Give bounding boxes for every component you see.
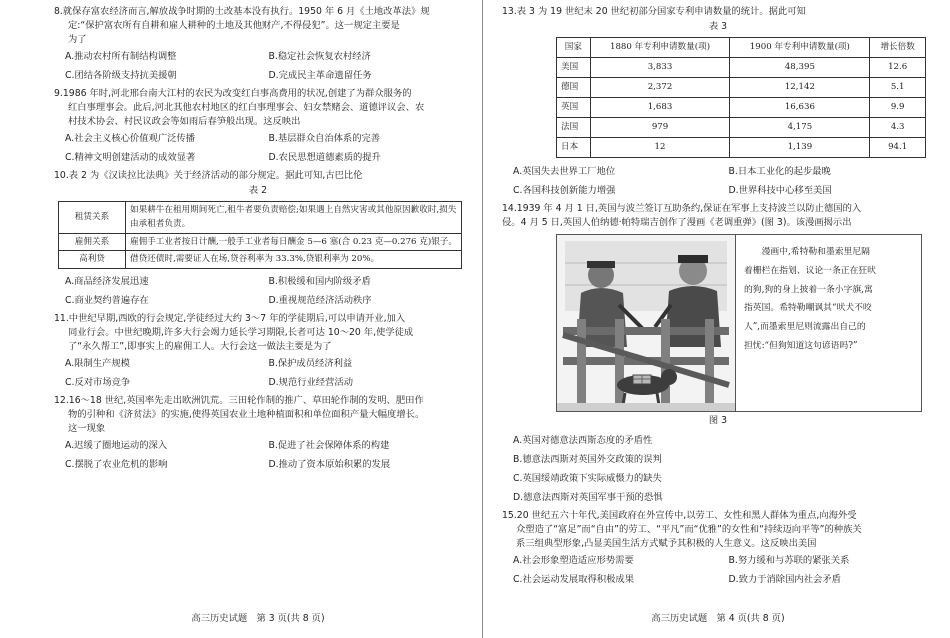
question-stem-line: 这一现象 xyxy=(68,422,106,434)
cartoon-description-line: 指英国。希特勒嘲讽其“吠犬不咬 xyxy=(744,303,872,314)
option-c[interactable]: C.社会运动发展取得积极成果 xyxy=(513,573,635,585)
question-15 xyxy=(502,509,934,589)
figure-caption: 图 3 xyxy=(708,414,728,426)
babylon-law-table xyxy=(58,201,462,269)
question-stem-line: 15.20 世纪五六十年代,美国政府在外宣传中,以劳工、女性和黑人群体为重点,向海外受 xyxy=(502,509,857,521)
patent-table xyxy=(556,37,926,158)
option-d[interactable]: D.世界科技中心移至美国 xyxy=(728,184,832,196)
question-stem-line: 物的引种和《济贫法》的实施,使得英国农业土地种植面积和单位面积产量大幅度增长。 xyxy=(68,408,425,420)
option-b[interactable]: B.促进了社会保障体系的构建 xyxy=(268,439,390,451)
table-cell: 12 xyxy=(590,137,730,157)
question-stem-line: 13.表 3 为 19 世纪末 20 世纪初部分国家专利申请数量的统计。据此可知 xyxy=(502,6,806,17)
table-cell: 3,833 xyxy=(590,57,730,77)
table-header-cell: 1900 年专利申请数量(项) xyxy=(730,37,870,57)
option-c[interactable]: C.各国科技创新能力增强 xyxy=(513,184,616,196)
option-a[interactable]: A.限制生产规模 xyxy=(65,357,130,369)
answer-options xyxy=(54,272,462,310)
option-d[interactable]: D.重视规范经济活动秩序 xyxy=(268,294,372,306)
table-row xyxy=(557,117,926,137)
table-row xyxy=(59,251,462,269)
answer-options xyxy=(54,47,462,85)
cartoon-description-line: 的狗,狗的身上披着一条小字旗,寓 xyxy=(744,284,873,295)
table-cell: 9.9 xyxy=(870,97,926,117)
question-stem-line: 8.就保存富农经济而言,解放战争时期的土改基本没有执行。1950 年 6 月《土地改革法》规 xyxy=(54,6,430,17)
option-b[interactable]: B.基层群众自治体系的完善 xyxy=(268,132,381,144)
table-row-head: 高利贷 xyxy=(59,251,126,269)
question-stem-line: 14.1939 年 4 月 1 日,英国与波兰签订互助条约,保证在军事上支持波兰以防止德国的入 xyxy=(502,202,862,214)
cartoon-description-line: 漫画中,希特勒和墨索里尼隔 xyxy=(761,246,870,257)
right-page xyxy=(502,5,934,591)
question-stem-line: 12.16～18 世纪,英国率先走出欧洲饥荒。三田轮作制的推广、草田轮作制的发明、肥田作 xyxy=(54,394,424,406)
option-a[interactable]: A.商品经济发展迅速 xyxy=(65,275,149,287)
table-row xyxy=(557,97,926,117)
table-cell: 2,372 xyxy=(590,77,730,97)
answer-options xyxy=(502,431,934,507)
option-b[interactable]: B.保护成员经济利益 xyxy=(268,357,353,369)
question-stem-line: 为了 xyxy=(68,33,87,45)
table-cell: 英国 xyxy=(557,97,591,117)
answer-options xyxy=(54,436,462,474)
cartoon-figure xyxy=(556,234,922,412)
cartoon-description-line: 着栅栏在指划、议论一条正在狂吠 xyxy=(744,265,876,276)
question-stem-line: 10.表 2 为《汉读拉比法典》关于经济活动的部分规定。据此可知,古巴比伦 xyxy=(54,169,363,181)
table-caption: 表 3 xyxy=(708,20,728,32)
answer-options xyxy=(54,354,462,392)
option-d[interactable]: D.致力于消除国内社会矛盾 xyxy=(728,573,841,585)
table-cell: 如果耕牛在租用期间死亡,租牛者要负责赔偿;如果遇上自然灾害或其他原因歉收时,损失由承租者负责。 xyxy=(126,201,462,233)
table-cell: 94.1 xyxy=(870,137,926,157)
option-d[interactable]: D.农民思想道德素质的提升 xyxy=(268,151,381,163)
table-cell: 12.6 xyxy=(870,57,926,77)
table-row xyxy=(557,77,926,97)
table-row-head: 租赁关系 xyxy=(59,201,126,233)
table-cell: 法国 xyxy=(557,117,591,137)
cartoon-description-line: 人”,而墨索里尼则流露出自己的 xyxy=(744,322,866,333)
table-cell: 雇佣手工业者按日计酬,一般手工业者每日酬金 5—6 塞(合 0.23 克—0.276 克)银子。 xyxy=(126,233,462,251)
question-stem-line: 村技术协会、村民议政会等如雨后春笋般出现。这反映出 xyxy=(68,115,301,127)
question-13 xyxy=(502,5,934,200)
question-9 xyxy=(54,87,462,167)
question-14 xyxy=(502,202,934,507)
table-cell: 979 xyxy=(590,117,730,137)
table-caption: 表 2 xyxy=(248,184,268,196)
question-stem-line: 众塑造了“富足”而“自由”的劳工、“平凡”而“优雅”的女性和“持续迈向平等”的种族关 xyxy=(516,523,862,535)
option-d[interactable]: D.规范行业经营活动 xyxy=(268,376,353,388)
table-cell: 12,142 xyxy=(730,77,870,97)
table-cell: 1,683 xyxy=(590,97,730,117)
table-header-cell: 增长倍数 xyxy=(870,37,926,57)
table-row xyxy=(557,137,926,157)
answer-options xyxy=(54,129,462,167)
option-c[interactable]: C.摆脱了农业危机的影响 xyxy=(65,458,168,470)
option-c[interactable]: C.商业契约普遍存在 xyxy=(65,294,149,306)
table-cell: 4,175 xyxy=(730,117,870,137)
cartoon-description-line: 担忧:“但狗知道这句谚语吗?” xyxy=(744,341,858,352)
right-page-footer: 高三历史试题 第 4 页(共 8 页) xyxy=(651,613,785,624)
option-b[interactable]: B.积极缓和国内阶级矛盾 xyxy=(268,275,371,287)
option-d[interactable]: D.推动了资本原始积累的发展 xyxy=(268,458,391,470)
cartoon-description xyxy=(736,235,921,411)
question-stem-line: 9.1986 年时,河北邢台南大江村的农民为改变红白事高费用的状况,创建了为群众服务的 xyxy=(54,87,412,99)
option-d[interactable]: D.完成民主革命遗留任务 xyxy=(268,69,372,81)
table-cell: 5.1 xyxy=(870,77,926,97)
question-stem-line: 同业行会。中世纪晚期,许多大行会竭力延长学习期限,长者可达 10～20 年,使学徒成 xyxy=(68,326,414,338)
table-header-cell: 国家 xyxy=(557,37,591,57)
table-cell: 美国 xyxy=(557,57,591,77)
table-row xyxy=(59,201,462,233)
table-cell: 德国 xyxy=(557,77,591,97)
option-a[interactable]: A.迟缓了圈地运动的深入 xyxy=(65,439,168,451)
table-cell: 日本 xyxy=(557,137,591,157)
table-cell: 48,395 xyxy=(730,57,870,77)
option-b[interactable]: B.德意法西斯对英国外交政策的误判 xyxy=(513,453,662,465)
option-c[interactable]: C.团结各阶级支持抗美援朝 xyxy=(65,69,177,81)
question-11 xyxy=(54,312,462,392)
page-divider xyxy=(482,0,483,638)
table-cell: 4.3 xyxy=(870,117,926,137)
answer-options xyxy=(502,551,934,589)
option-a[interactable]: A.英国失去世界工厂地位 xyxy=(513,165,616,177)
table-cell: 借贷还债时,需要证人在场,贷谷利率为 33.3%,贷银利率为 20%。 xyxy=(126,251,462,269)
option-b[interactable]: B.稳定社会恢复农村经济 xyxy=(268,50,371,62)
table-header-cell: 1880 年专利申请数量(项) xyxy=(590,37,730,57)
option-b[interactable]: B.日本工业化的起步最晚 xyxy=(728,165,831,177)
answer-options xyxy=(502,162,934,200)
table-cell: 1,139 xyxy=(730,137,870,157)
option-a[interactable]: A.推动农村所有制结构调整 xyxy=(65,50,177,62)
cartoon-drawing xyxy=(557,235,735,411)
table-cell: 16,636 xyxy=(730,97,870,117)
option-a[interactable]: A.英国对德意法西斯态度的矛盾性 xyxy=(513,434,653,446)
table-row xyxy=(557,57,926,77)
option-a[interactable]: A.社会主义核心价值观广泛传播 xyxy=(65,132,196,144)
table-header-row xyxy=(557,37,926,57)
option-c[interactable]: C.反对市场竞争 xyxy=(65,376,131,388)
question-stem-line: 了“永久帮工”,即事实上的雇佣工人。大行会这一做法主要是为了 xyxy=(68,340,332,352)
question-8 xyxy=(54,5,462,85)
left-page xyxy=(54,5,462,476)
question-stem-line: 定:“保护富农所有自耕和雇人耕种的土地及其他财产,不得侵犯”。这一规定主要是 xyxy=(68,19,400,31)
question-12 xyxy=(54,394,462,474)
option-c[interactable]: C.英国绥靖政策下实际威慑力的缺失 xyxy=(513,472,662,484)
option-b[interactable]: B.努力缓和与苏联的紧张关系 xyxy=(728,554,850,566)
question-stem-line: 系三组典型形象,凸显美国生活方式赋予其积极的人生意义。这反映出美国 xyxy=(516,537,817,549)
question-stem-line: 侵。4 月 5 日,英国人伯纳德·帕特瑞吉创作了漫画《老调重弹》(图 3)。该漫画揭示出 xyxy=(502,216,852,228)
option-d[interactable]: D.德意法西斯对英国军事干预的恐惧 xyxy=(513,491,663,503)
question-stem-line: 红白事理事会。此后,河北其他农村地区的红白事理事会、妇女禁赌会、道德评议会、农 xyxy=(68,101,425,113)
cartoon-illustration xyxy=(557,235,736,411)
option-c[interactable]: C.精神文明创建活动的成效显著 xyxy=(65,151,196,163)
option-a[interactable]: A.社会形象塑造适应形势需要 xyxy=(513,554,634,566)
table-row xyxy=(59,233,462,251)
table-row-head: 雇佣关系 xyxy=(59,233,126,251)
left-page-footer: 高三历史试题 第 3 页(共 8 页) xyxy=(191,613,325,624)
question-10 xyxy=(54,169,462,310)
question-stem-line: 11.中世纪早期,西欧的行会规定,学徒经过大约 3～7 年的学徒期后,可以申请开业,加入 xyxy=(54,312,406,324)
